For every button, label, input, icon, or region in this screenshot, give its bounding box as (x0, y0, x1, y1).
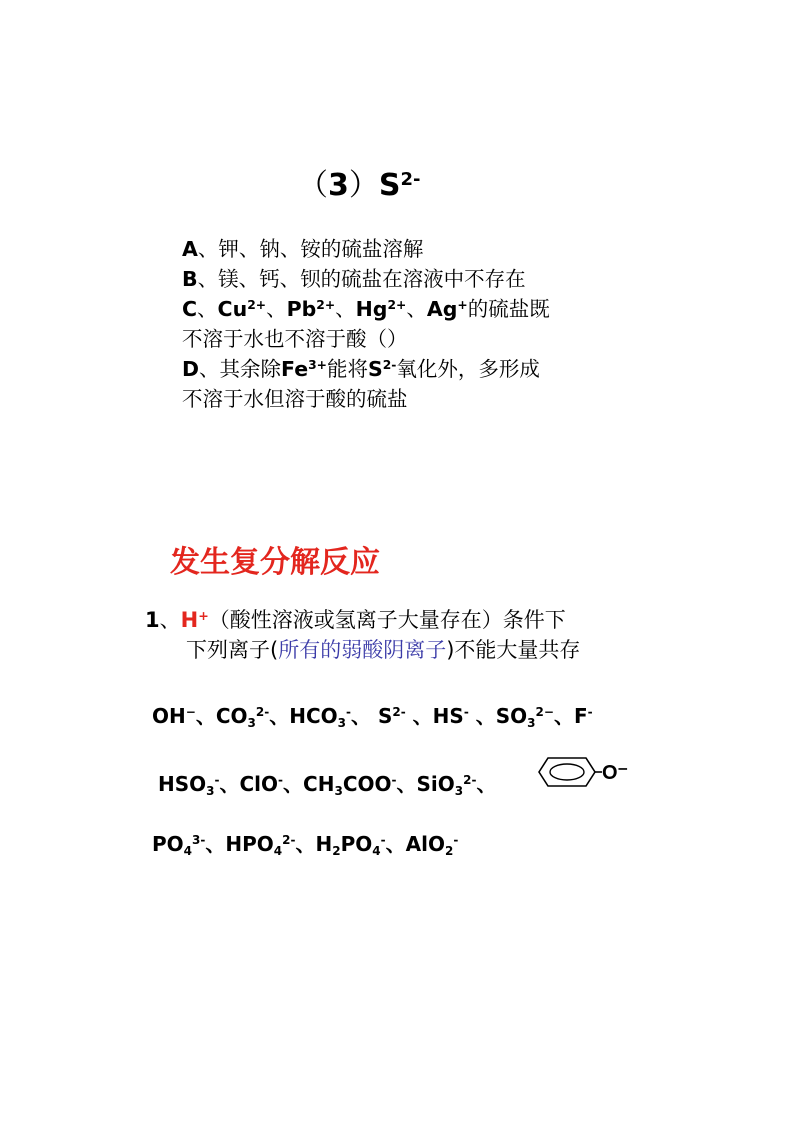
section-title: 发生复分解反应 (170, 545, 380, 580)
condition-sep: 、 (159, 608, 181, 632)
rule-a (182, 234, 423, 264)
ion-charge: - (463, 705, 469, 720)
ion-charge: 2+ (387, 298, 407, 313)
heading-ion (379, 168, 421, 203)
rule-sep: 、 (335, 297, 356, 321)
ion-base: S (367, 357, 383, 381)
ion-charge: 2- (463, 773, 477, 788)
ion-cu (218, 297, 267, 321)
heading-ion-base: S (378, 168, 401, 203)
rule-text: 不溶于水也不溶于酸（） (182, 327, 408, 351)
ion-charge: 2+ (316, 298, 336, 313)
ion-charge: − (543, 705, 554, 720)
heading-paren-open: （ (298, 168, 328, 203)
ion-sep: 、 (553, 704, 574, 728)
condition-line-1 (145, 604, 566, 634)
rule-text: 氧化外，多形成 (396, 357, 540, 381)
ion-charge: - (214, 773, 220, 788)
ion-charge: - (278, 773, 284, 788)
ion-s: S (377, 704, 393, 728)
condition-text: )不能大量共存 (446, 638, 581, 662)
ion-sep: 、 (283, 772, 304, 796)
ion-base: Ag (426, 297, 458, 321)
rule-b (182, 264, 526, 294)
condition-highlight: 所有的弱酸阴离子 (278, 638, 447, 662)
heading-ion-charge: 2- (400, 169, 421, 191)
ion-charge: 2- (382, 358, 397, 373)
ion-sep: 、 (476, 772, 497, 796)
ion-base: Hg (355, 297, 388, 321)
ion-ch3coo: CH (303, 772, 335, 796)
condition-line-2 (186, 634, 580, 664)
ion-clo: ClO (239, 772, 279, 796)
rule-letter: B (182, 267, 198, 291)
ion-charge: - (380, 833, 386, 848)
ion-sep: 、 (385, 832, 406, 856)
ion-subscript: 2 (444, 843, 454, 858)
phenoxide-oxygen: O⁻ (602, 762, 629, 784)
rule-text: 、钾、钠、铵的硫盐溶解 (197, 237, 424, 261)
ion-charge: - (587, 705, 593, 720)
ion-po4: PO (152, 832, 184, 856)
ion-base: Cu (217, 297, 248, 321)
ion-sep: 、 (205, 832, 226, 856)
ion-fe (281, 357, 327, 381)
ion-charge: 2 (535, 705, 544, 720)
rule-text: 的硫盐既 (467, 297, 550, 321)
ion-charge: - (391, 773, 397, 788)
ion-subscript: 3 (334, 783, 343, 798)
ion-subscript: 4 (273, 843, 283, 858)
rule-text: 、其余除 (199, 357, 282, 381)
ion-alo2: AlO (405, 832, 445, 856)
phenoxide-structure (536, 755, 632, 789)
rule-sep: 、 (197, 297, 218, 321)
ion-ch3coo-tail: COO (342, 772, 392, 796)
ion-charge: 2- (282, 833, 296, 848)
ion-sep: 、 (295, 832, 316, 856)
ion-subscript: 3 (454, 783, 464, 798)
ion-h2po4: H (315, 832, 333, 856)
ion-hs: HS (432, 704, 464, 728)
ion-subscript: 3 (527, 715, 536, 730)
ion-subscript: 4 (372, 843, 381, 858)
heading-sulfide (298, 160, 420, 204)
ion-charge: 3+ (308, 358, 327, 373)
rule-letter: C (182, 297, 198, 321)
benzene-ring (539, 758, 595, 786)
ion-charge: 3- (192, 833, 206, 848)
ion-ag (427, 297, 468, 321)
ion-h2po4-tail: PO (340, 832, 373, 856)
ion-base: H (180, 608, 199, 632)
rule-sep: 、 (266, 297, 287, 321)
ion-co3: CO (215, 704, 248, 728)
aromatic-circle (550, 764, 584, 780)
ion-oh: OH (152, 704, 186, 728)
condition-text: 下列离子( (186, 638, 279, 662)
ion-hco3: HCO (289, 704, 338, 728)
ion-row-2 (158, 768, 496, 797)
ion-charge: - (345, 705, 351, 720)
ion-so3: SO (495, 704, 528, 728)
ion-charge: + (198, 608, 209, 624)
condition-text: （酸性溶液或氢离子大量存在）条件下 (208, 608, 566, 632)
rule-d-cont (182, 384, 408, 414)
ion-subscript: 3 (206, 783, 215, 798)
ion-sep: 、 (475, 704, 496, 728)
heading-paren-close: ） (348, 168, 379, 203)
ion-sep: 、 (396, 772, 417, 796)
ion-hpo4: HPO (225, 832, 274, 856)
ion-charge: 2- (392, 705, 406, 720)
ion-charge: 2- (255, 705, 270, 720)
ion-sep: 、 (219, 772, 240, 796)
rule-c (182, 294, 550, 324)
rule-c-cont (182, 324, 408, 354)
ion-hso3: HSO (158, 772, 207, 796)
ion-subscript: 2 (332, 843, 341, 858)
rule-sep: 、 (406, 297, 427, 321)
ion-hg (356, 297, 407, 321)
ion-sep: 、 (350, 704, 371, 728)
ion-row-1 (152, 700, 593, 729)
ion-row-3 (152, 828, 458, 857)
rule-d (182, 354, 540, 384)
ion-pb (287, 297, 336, 321)
ion-s (368, 357, 396, 381)
ion-subscript: 3 (247, 715, 256, 730)
ion-charge: - (453, 833, 459, 848)
ion-subscript: 3 (337, 715, 346, 730)
ion-subscript: 4 (183, 843, 193, 858)
ion-f: F (573, 704, 588, 728)
heading-number: 3 (328, 168, 349, 203)
ion-sep: 、 (195, 704, 216, 728)
rule-text: 不溶于水但溶于酸的硫盐 (182, 387, 408, 411)
rule-text: 、镁、钙、钡的硫盐在溶液中不存在 (197, 267, 526, 291)
rule-text: 能将 (326, 357, 368, 381)
ion-charge: 2+ (247, 298, 267, 313)
ion-base: Fe (281, 357, 309, 381)
rule-letter: A (182, 237, 198, 261)
ion-charge: + (457, 298, 468, 313)
ion-sep: 、 (269, 704, 290, 728)
rule-letter: D (182, 357, 200, 381)
condition-number: 1 (145, 608, 160, 632)
ion-sio3: SiO (416, 772, 455, 796)
ion-sep: 、 (412, 704, 433, 728)
ion-h (181, 608, 209, 632)
ion-charge: − (185, 705, 196, 720)
ion-base: Pb (286, 297, 317, 321)
